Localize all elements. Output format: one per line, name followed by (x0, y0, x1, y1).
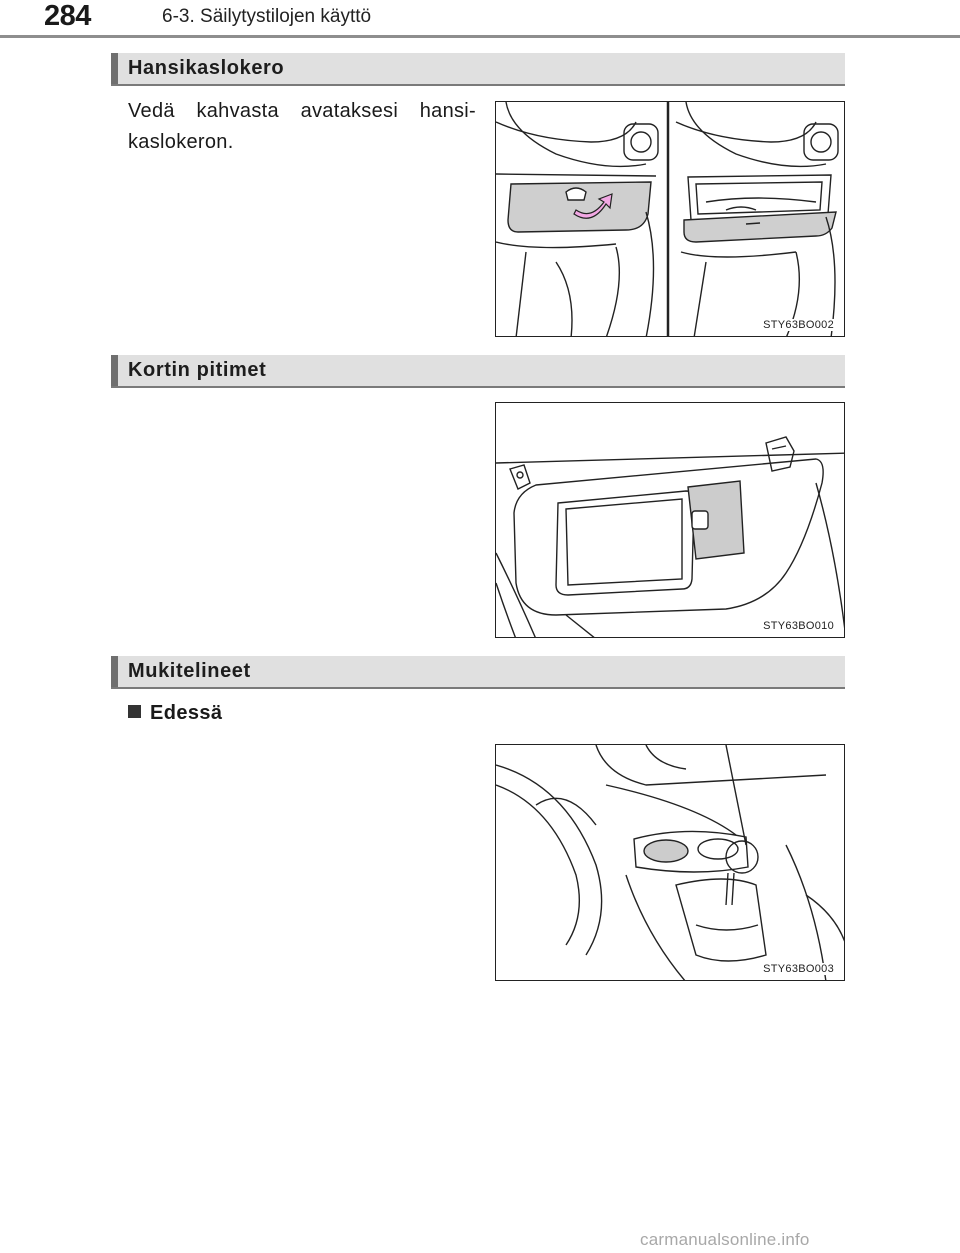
cup-holder-figure (495, 744, 845, 981)
chapter-title: 6-3. Säilytystilojen käyttö (162, 6, 372, 27)
cup-holder-illustration (496, 745, 845, 981)
figure-code: STY63BO002 (763, 319, 834, 331)
section-title: Mukitelineet (128, 660, 251, 682)
section-heading-cup-holders (111, 656, 845, 689)
sun-visor-illustration (496, 403, 845, 638)
glovebox-instruction: Vedä kahvasta avataksesi hansi-kaslokeron. (128, 100, 476, 153)
header-divider (0, 35, 960, 38)
subheading-label: Edessä (150, 702, 223, 724)
card-holder-figure (495, 402, 845, 638)
glovebox-figure (495, 101, 845, 337)
section-heading-card-holders (111, 355, 845, 388)
section-title: Hansikaslokero (128, 57, 285, 79)
figure-code: STY63BO010 (763, 620, 834, 632)
subheading-front (128, 702, 222, 725)
section-heading-glovebox (111, 53, 845, 86)
section-marker-bar (111, 355, 118, 386)
figure-code: STY63BO003 (763, 963, 834, 975)
page-number: 284 (44, 0, 91, 32)
section-marker-bar (111, 53, 118, 84)
watermark: carmanualsonline.info (640, 1230, 810, 1249)
glovebox-illustration (496, 102, 845, 337)
square-bullet-icon (128, 705, 141, 718)
section-title: Kortin pitimet (128, 359, 267, 381)
section-marker-bar (111, 656, 118, 687)
